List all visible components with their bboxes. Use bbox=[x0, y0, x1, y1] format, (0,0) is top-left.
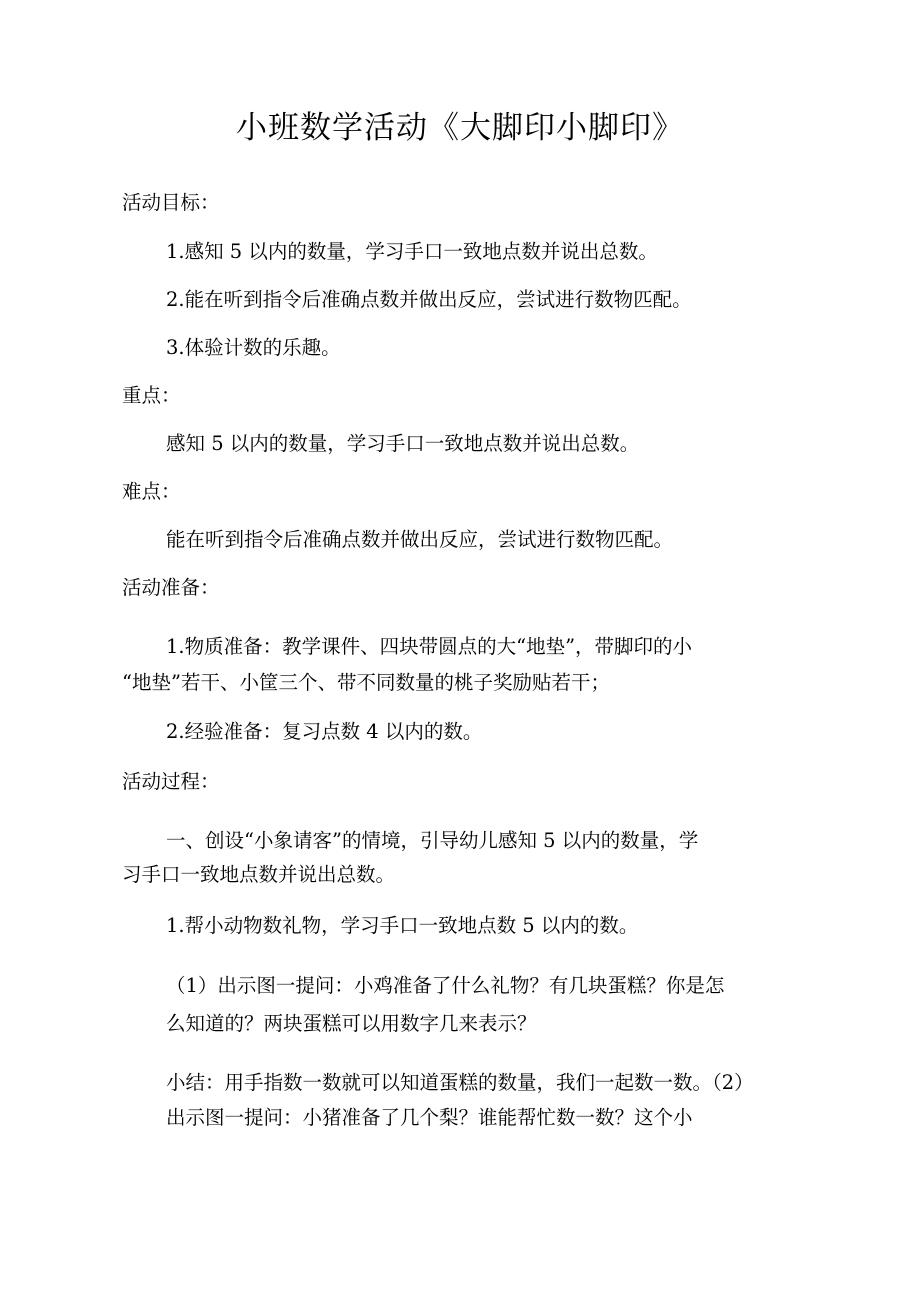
difficulty-text: 能在听到指令后准确点数并做出反应，尝试进行数物匹配。 bbox=[166, 528, 674, 551]
process-section: 一、创设“小象请客”的情境，引导幼儿感知 5 以内的数量，学 bbox=[166, 829, 699, 852]
preparation-item-continued: “地垫”若干、小筐三个、带不同数量的桃子奖励贴若干； bbox=[122, 671, 610, 694]
process-summary: 小结：用手指数一数就可以知道蛋糕的数量，我们一起数一数。（2） bbox=[166, 1071, 754, 1094]
objectives-heading: 活动目标： bbox=[122, 191, 220, 214]
difficulty-heading: 难点： bbox=[122, 480, 181, 503]
objective-item: 2.能在听到指令后准确点数并做出反应，尝试进行数物匹配。 bbox=[166, 288, 692, 311]
objective-item: 1.感知 5 以内的数量，学习手口一致地点数并说出总数。 bbox=[166, 240, 658, 263]
key-point-text: 感知 5 以内的数量，学习手口一致地点数并说出总数。 bbox=[166, 432, 640, 455]
process-summary-continued: 出示图一提问：小猪准备了几个梨？谁能帮忙数一数？这个小 bbox=[166, 1106, 693, 1129]
process-heading: 活动过程： bbox=[122, 770, 220, 793]
process-question: （1）出示图一提问：小鸡准备了什么礼物？有几块蛋糕？你是怎 bbox=[166, 974, 725, 997]
preparation-item: 1.物质准备：教学课件、四块带圆点的大“地垫”，带脚印的小 bbox=[166, 635, 693, 658]
process-section-continued: 习手口一致地点数并说出总数。 bbox=[122, 863, 396, 886]
process-question-continued: 么知道的？两块蛋糕可以用数字几来表示？ bbox=[166, 1012, 537, 1035]
preparation-item: 2.经验准备：复习点数 4 以内的数。 bbox=[166, 720, 483, 743]
process-step: 1.帮小动物数礼物，学习手口一致地点数 5 以内的数。 bbox=[166, 914, 639, 937]
preparation-heading: 活动准备： bbox=[122, 576, 220, 599]
page-title: 小班数学活动《大脚印小脚印》 bbox=[236, 110, 684, 146]
objective-item: 3.体验计数的乐趣。 bbox=[166, 336, 341, 359]
key-point-heading: 重点： bbox=[122, 384, 181, 407]
